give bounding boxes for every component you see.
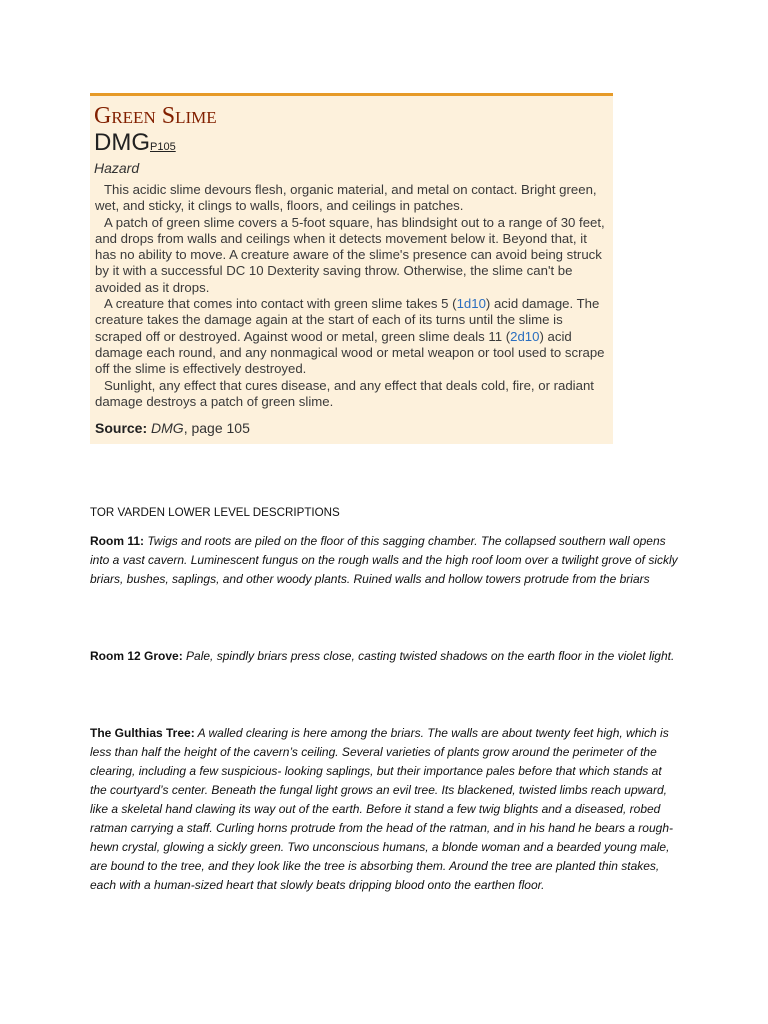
room-text: A walled clearing is here among the briars. The walls are about twenty feet high, which is less than half the height of the cavern’s ceiling. Several varieties of plants grow around the perimeter of the clearing, including a few suspicious- looking saplings, but their importance pales before that which stands at the courtyard’s center. Beneath the fungal light grows an evil tree. Its blackened, twisted limbs reach upward, like a skeletal hand clawing its way out of the earth. Before it stand a few twig blights and a diseased, robed ratman carrying a staff. Curling horns protrude from the head of the ratman, and in his hand he bears a rough-hewn crystal, glowing a sickly green. Two unconscious humans, a blonde woman and a bearded young male, are bound to the tree, and they look like the tree is absorbing them. Around the tree are planted thin stakes, each with a human-sized heart that slowly beats dripping blood onto the earthen floor.	[90, 726, 673, 892]
room-11-description	[90, 532, 680, 589]
description-text: ) acid damage each round, and any nonmagical wood or metal weapon or tool used to scrape off the slime is effectively destroyed.	[95, 328, 605, 377]
description-text: A creature that comes into contact with green slime takes 5 (	[104, 296, 457, 312]
room-label: Room 12 Grove:	[90, 649, 183, 663]
statblock-book: DMG	[94, 129, 150, 156]
room-text: Pale, spindly briars press close, casting twisted shadows on the earth floor in the violet light.	[182, 649, 675, 663]
description-paragraph-2: A patch of green slime covers a 5-foot square, has blindsight out to a range of 30 feet, and drops from walls and ceilings when it detects movement below it. Beyond that, it has no ability to move. A creature aware of the slime's presence can avoid being struck by it with a successful DC 10 Dexterity saving throw. Otherwise, the slime can't be avoided as it drops.	[95, 214, 605, 295]
statblock-type: Hazard	[94, 160, 140, 176]
statblock-title: Green Slime	[94, 103, 217, 129]
room-text: Twigs and roots are piled on the floor of this sagging chamber. The collapsed southern wall opens into a vast cavern. Luminescent fungus on the rough walls and the high roof loom over a twilight grove of sickly briars, bushes, saplings, and other woody plants. Ruined walls and hollow towers protrude from the briars	[90, 534, 678, 586]
gulthias-tree-description	[90, 724, 680, 895]
dice-roll-link[interactable]: 2d10	[510, 328, 540, 344]
source-page: , page 105	[183, 420, 250, 437]
statblock-book-page-link[interactable]: P105	[150, 141, 176, 153]
description-paragraph-3	[95, 296, 608, 377]
dice-roll-link[interactable]: 1d10	[456, 296, 486, 312]
room-label: Room 11:	[90, 534, 145, 548]
description-text: ) acid damage. The creature takes the damage again at the start of each of its turns until the slime is scraped off or destroyed. Against wood or metal, green slime deals 11 (	[95, 296, 600, 344]
statblock-description	[94, 182, 608, 410]
statblock-book-reference	[94, 130, 608, 156]
source-label: Source:	[95, 420, 148, 437]
source-book: DMG	[151, 420, 184, 437]
description-paragraph-4: Sunlight, any effect that cures disease, and any effect that deals cold, fire, or radiant damage destroys a patch of green slime.	[95, 377, 594, 409]
room-label: The Gulthias Tree:	[90, 726, 195, 740]
description-paragraph-1: This acidic slime devours flesh, organic material, and metal on contact. Bright green, wet, and sticky, it clings to walls, floors, and ceilings in patches.	[95, 182, 597, 214]
document-heading: TOR VARDEN LOWER LEVEL DESCRIPTIONS	[90, 506, 340, 519]
room-12-description	[90, 647, 680, 666]
green-slime-statblock	[90, 93, 613, 444]
statblock-source	[94, 420, 608, 436]
